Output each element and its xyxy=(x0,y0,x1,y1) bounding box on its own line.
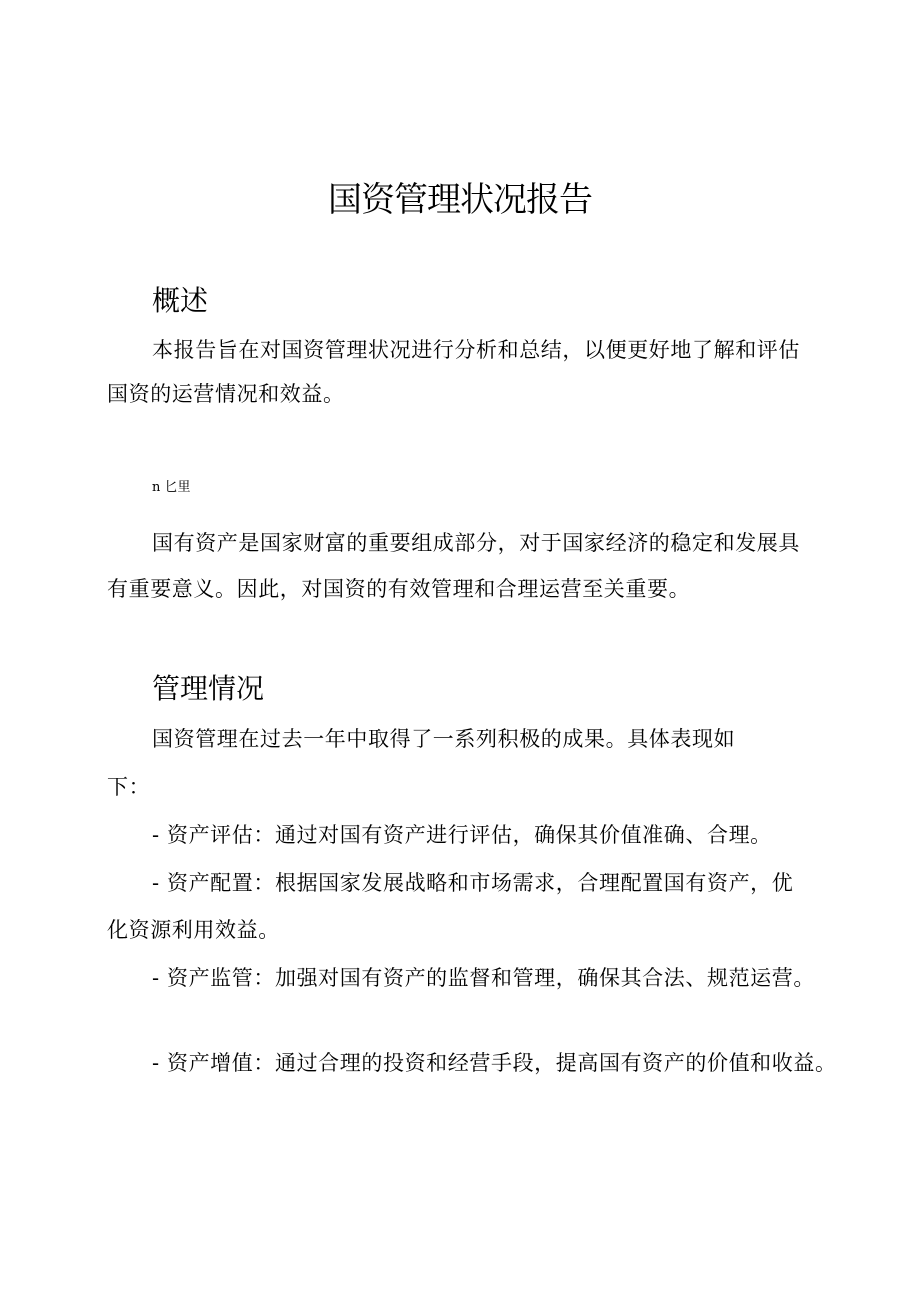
garbled-note: n 匕里 xyxy=(152,480,191,495)
overview-line-1: 本报告旨在对国资管理状况进行分析和总结，以便更好地了解和评估 xyxy=(152,338,800,362)
list-item-asset-appreciation: - 资产增值：通过合理的投资和经营手段，提高国有资产的价值和收益。 xyxy=(152,1051,837,1075)
management-intro-line-1: 国资管理在过去一年中取得了一系列积极的成果。具体表现如 xyxy=(152,727,736,751)
list-item-asset-allocation: - 资产配置：根据国家发展战略和市场需求，合理配置国有资产，优 xyxy=(152,871,794,895)
list-item-asset-evaluation: - 资产评估：通过对国有资产进行评估，确保其价值准确、合理。 xyxy=(152,823,772,847)
report-title: 国资管理状况报告 xyxy=(328,180,592,220)
list-item-asset-supervision: - 资产监管：加强对国有资产的监督和管理，确保其合法、规范运营。 xyxy=(152,966,815,990)
section-heading-management: 管理情况 xyxy=(152,672,265,705)
importance-line-1: 国有资产是国家财富的重要组成部分，对于国家经济的稳定和发展具 xyxy=(152,531,800,555)
section-heading-overview: 概述 xyxy=(152,284,209,317)
overview-line-2: 国资的运营情况和效益。 xyxy=(107,382,345,406)
list-item-asset-allocation-cont: 化资源利用效益。 xyxy=(107,918,280,942)
importance-line-2: 有重要意义。因此，对国资的有效管理和合理运营至关重要。 xyxy=(107,577,691,601)
management-intro-line-2: 下： xyxy=(107,775,151,799)
